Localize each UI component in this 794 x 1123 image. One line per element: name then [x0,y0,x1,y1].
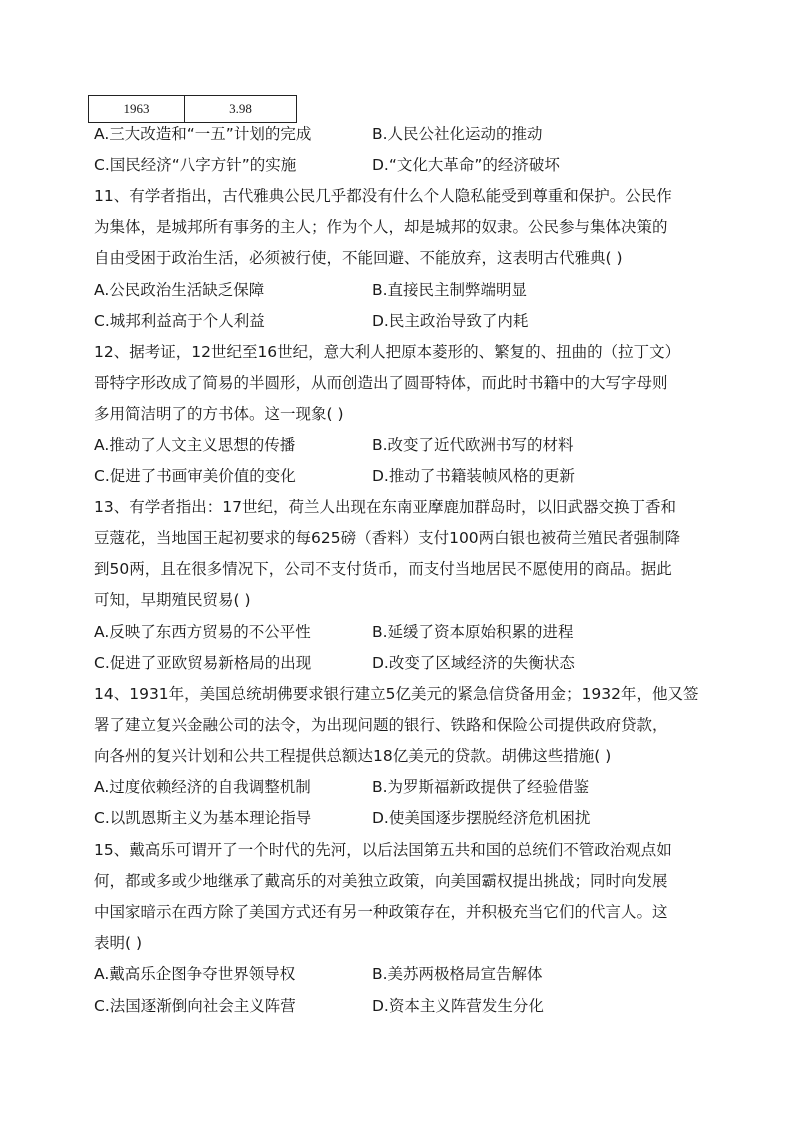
q11-option-c: C.城邦利益高于个人利益 [94,312,265,330]
q13-option-a: A.反映了东西方贸易的不公平性 [94,623,311,641]
q12-option-c: C.促进了书画审美价值的变化 [94,467,296,485]
q11-stem-line: 11、有学者指出，古代雅典公民几乎都没有什么个人隐私能受到尊重和保护。公民作 [94,187,672,205]
q10-option-c: C.国民经济“八字方针”的实施 [94,156,297,174]
q14-stem-line: 14、1931年，美国总统胡佛要求银行建立5亿美元的紧急信贷备用金；1932年，他又签 [94,685,699,703]
q11-stem-line: 为集体，是城邦所有事务的主人；作为个人，却是城邦的奴隶。公民参与集体决策的 [94,218,668,236]
q12-option-b: B.改变了近代欧洲书写的材料 [372,436,574,454]
q13-stem-line: 13、有学者指出：17世纪，荷兰人出现在东南亚摩鹿加群岛时，以旧武器交换丁香和 [94,498,676,516]
q13-stem-line: 豆蔻花，当地国王起初要求的每625磅（香料）支付100两白银也被荷兰殖民者强制降 [94,529,681,547]
q12-option-d: D.推动了书籍装帧风格的更新 [372,467,575,485]
table-cell-year: 1963 [89,96,185,123]
q14-stem-line: 向各州的复兴计划和公共工程提供总额达18亿美元的贷款。胡佛这些措施( ) [94,747,612,765]
q14-option-c: C.以凯恩斯主义为基本理论指导 [94,809,312,827]
q15-option-d: D.资本主义阵营发生分化 [372,997,544,1015]
table-cell-value: 3.98 [185,96,297,123]
q11-option-a: A.公民政治生活缺乏保障 [94,281,265,299]
q11-option-d: D.民主政治导致了内耗 [372,312,529,330]
q12-stem-line: 多用简洁明了的方书体。这一现象( ) [94,405,344,423]
q15-stem-line: 中国家暗示在西方除了美国方式还有另一种政策存在，并积极充当它们的代言人。这 [94,903,668,921]
q10-option-b: B.人民公社化运动的推动 [372,125,543,143]
q13-stem-line: 到50两，且在很多情况下，公司不支付货币，而支付当地居民不愿使用的商品。据此 [94,560,672,578]
q11-stem-line: 自由受困于政治生活，必须被行使，不能回避、不能放弃，这表明古代雅典( ) [94,249,623,267]
q15-option-a: A.戴高乐企图争夺世界领导权 [94,965,296,983]
q15-option-b: B.美苏两极格局宣告解体 [372,965,543,983]
q13-option-d: D.改变了区域经济的失衡状态 [372,654,575,672]
q14-stem-line: 署了建立复兴金融公司的法令，为出现问题的银行、铁路和保险公司提供政府贷款， [94,716,668,734]
q13-stem-line: 可知，早期殖民贸易( ) [94,591,251,609]
q12-stem-line: 12、据考证，12世纪至16世纪，意大利人把原本菱形的、繁复的、扭曲的（拉丁文） [94,343,681,361]
q15-stem-line: 表明( ) [94,934,143,952]
q10-option-d: D.“文化大革命”的经济破坏 [372,156,560,174]
table-row [89,96,297,123]
q13-option-c: C.促进了亚欧贸易新格局的出现 [94,654,312,672]
q14-option-b: B.为罗斯福新政提供了经验借鉴 [372,778,590,796]
q11-option-b: B.直接民主制弊端明显 [372,281,528,299]
q15-stem-line: 15、戴高乐可谓开了一个时代的先河，以后法国第五共和国的总统们不管政治观点如 [94,841,672,859]
q13-option-b: B.延缓了资本原始积累的进程 [372,623,574,641]
q12-stem-line: 哥特字形改成了简易的半圆形，从而创造出了圆哥特体，而此时书籍中的大写字母则 [94,374,668,392]
data-table [88,95,297,123]
q15-option-c: C.法国逐渐倒向社会主义阵营 [94,997,296,1015]
q15-stem-line: 何，都或多或少地继承了戴高乐的对美独立政策，向美国霸权提出挑战；同时向发展 [94,872,668,890]
q12-option-a: A.推动了人文主义思想的传播 [94,436,296,454]
q14-option-a: A.过度依赖经济的自我调整机制 [94,778,311,796]
q14-option-d: D.使美国逐步摆脱经济危机困扰 [372,809,591,827]
q10-option-a: A.三大改造和“一五”计划的完成 [94,125,312,143]
